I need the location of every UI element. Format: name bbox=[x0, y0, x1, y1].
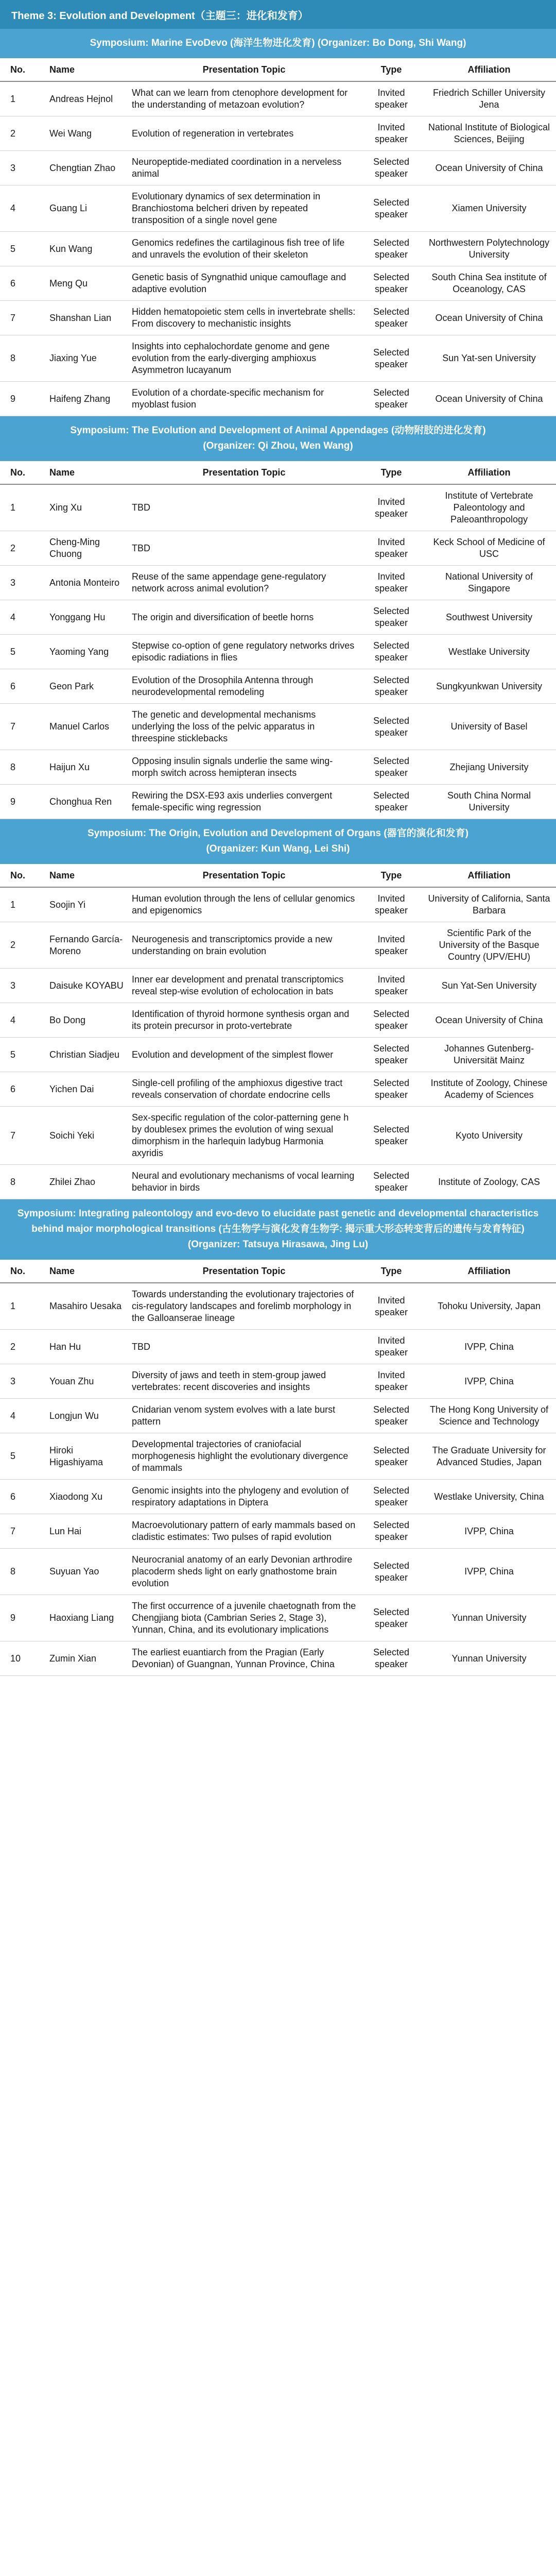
speaker-type: Selected speaker bbox=[360, 185, 422, 232]
speaker-type: Selected speaker bbox=[360, 600, 422, 635]
header-type: Type bbox=[360, 58, 422, 81]
speaker-affiliation: Zhejiang University bbox=[422, 750, 556, 785]
table-header-row bbox=[0, 461, 556, 484]
speaker-type: Invited speaker bbox=[360, 81, 422, 116]
speaker-name: Daisuke KOYABU bbox=[40, 969, 128, 1003]
speaker-table bbox=[0, 58, 556, 416]
speaker-affiliation: University of California, Santa Barbara bbox=[422, 887, 556, 922]
theme-title: Theme 3: Evolution and Development（主题三：进化和发育） bbox=[0, 0, 556, 29]
header-no: No. bbox=[0, 864, 40, 887]
symposium-title: Symposium: Integrating paleontology and evo-devo to elucidate past genetic and developmental characteristics behind major morphological transitions (古生物学与演化发育生物学: 揭示重大形态转变背后的遗传与发育特征) (Organizer: Tatsuya Hirasawa, Jing Lu) bbox=[17, 1208, 539, 1250]
presentation-topic: Evolutionary dynamics of sex determination in Branchiostoma belcheri driven by repeated transposition of a single novel gene bbox=[128, 185, 360, 232]
presentation-topic: Rewiring the DSX-E93 axis underlies convergent female-specific wing regression bbox=[128, 785, 360, 819]
speaker-type: Selected speaker bbox=[360, 1549, 422, 1595]
presentation-topic: Neurogenesis and transcriptomics provide a new understanding on brain evolution bbox=[128, 922, 360, 969]
table-row bbox=[0, 301, 556, 335]
speaker-number: 3 bbox=[0, 566, 40, 600]
presentation-topic: Macroevolutionary pattern of early mammals based on cladistic estimates: Two pulses of rapid evolution bbox=[128, 1514, 360, 1549]
speaker-number: 4 bbox=[0, 1003, 40, 1038]
speaker-type: Selected speaker bbox=[360, 785, 422, 819]
header-type: Type bbox=[360, 1260, 422, 1283]
speaker-number: 3 bbox=[0, 151, 40, 185]
symposium-section bbox=[0, 1199, 556, 1676]
speaker-type: Selected speaker bbox=[360, 382, 422, 416]
speaker-number: 5 bbox=[0, 635, 40, 669]
speaker-number: 8 bbox=[0, 1165, 40, 1199]
speaker-name: Haifeng Zhang bbox=[40, 382, 128, 416]
speaker-name: Manuel Carlos bbox=[40, 704, 128, 750]
speaker-affiliation: Sun Yat-sen University bbox=[422, 335, 556, 382]
speaker-type: Selected speaker bbox=[360, 704, 422, 750]
table-row bbox=[0, 1399, 556, 1433]
speaker-name: Shanshan Lian bbox=[40, 301, 128, 335]
speaker-type: Selected speaker bbox=[360, 151, 422, 185]
table-row bbox=[0, 1364, 556, 1399]
header-name: Name bbox=[40, 461, 128, 484]
speaker-number: 6 bbox=[0, 1072, 40, 1107]
speaker-type: Invited speaker bbox=[360, 484, 422, 531]
presentation-topic: Stepwise co-option of gene regulatory networks drives episodic radiations in flies bbox=[128, 635, 360, 669]
header-name: Name bbox=[40, 58, 128, 81]
symposium-section bbox=[0, 29, 556, 416]
speaker-affiliation: Institute of Zoology, Chinese Academy of Sciences bbox=[422, 1072, 556, 1107]
table-row bbox=[0, 669, 556, 704]
speaker-type: Selected speaker bbox=[360, 1003, 422, 1038]
speaker-affiliation: Yunnan University bbox=[422, 1595, 556, 1641]
table-header-row bbox=[0, 1260, 556, 1283]
speaker-type: Selected speaker bbox=[360, 1038, 422, 1072]
speaker-number: 7 bbox=[0, 704, 40, 750]
presentation-topic: Insights into cephalochordate genome and gene evolution from the early-diverging amphioxus Asymmetron lucayanum bbox=[128, 335, 360, 382]
presentation-topic: Genomics redefines the cartilaginous fish tree of life and unravels the evolution of their skeleton bbox=[128, 232, 360, 266]
speaker-affiliation: Ocean University of China bbox=[422, 301, 556, 335]
speaker-name: Andreas Hejnol bbox=[40, 81, 128, 116]
presentation-topic: TBD bbox=[128, 531, 360, 566]
presentation-topic: Towards understanding the evolutionary trajectories of cis-regulatory landscapes and forelimb morphology in the Galloanserae lineage bbox=[128, 1283, 360, 1330]
speaker-name: Guang Li bbox=[40, 185, 128, 232]
speaker-name: Suyuan Yao bbox=[40, 1549, 128, 1595]
presentation-topic: TBD bbox=[128, 1330, 360, 1364]
table-row bbox=[0, 185, 556, 232]
speaker-type: Invited speaker bbox=[360, 116, 422, 151]
speaker-number: 8 bbox=[0, 1549, 40, 1595]
table-header-row bbox=[0, 58, 556, 81]
speaker-affiliation: IVPP, China bbox=[422, 1514, 556, 1549]
presentation-topic: Inner ear development and prenatal transcriptomics reveal step-wise evolution of echolocation in bats bbox=[128, 969, 360, 1003]
speaker-name: Soojin Yi bbox=[40, 887, 128, 922]
speaker-affiliation: Sungkyunkwan University bbox=[422, 669, 556, 704]
speaker-number: 3 bbox=[0, 969, 40, 1003]
symposium-title: Symposium: The Evolution and Development of Animal Appendages (动物附肢的进化发育) bbox=[70, 425, 486, 436]
table-row bbox=[0, 785, 556, 819]
speaker-name: Geon Park bbox=[40, 669, 128, 704]
presentation-topic: Genetic basis of Syngnathid unique camouflage and adaptive evolution bbox=[128, 266, 360, 301]
header-topic: Presentation Topic bbox=[128, 461, 360, 484]
table-row bbox=[0, 266, 556, 301]
speaker-affiliation: The Hong Kong University of Science and Technology bbox=[422, 1399, 556, 1433]
speaker-name: Fernando García-Moreno bbox=[40, 922, 128, 969]
speaker-name: Yaoming Yang bbox=[40, 635, 128, 669]
symposium-title-bar bbox=[0, 29, 556, 58]
presentation-topic: Reuse of the same appendage gene-regulatory network across animal evolution? bbox=[128, 566, 360, 600]
speaker-type: Selected speaker bbox=[360, 232, 422, 266]
header-name: Name bbox=[40, 864, 128, 887]
speaker-number: 5 bbox=[0, 1038, 40, 1072]
speaker-type: Selected speaker bbox=[360, 266, 422, 301]
speaker-name: Yonggang Hu bbox=[40, 600, 128, 635]
speaker-number: 5 bbox=[0, 232, 40, 266]
speaker-type: Selected speaker bbox=[360, 669, 422, 704]
presentation-topic: Sex-specific regulation of the color-patterning gene h by doublesex primes the evolution of wing sexual dimorphism in the harlequin ladybug Harmonia axyridis bbox=[128, 1107, 360, 1165]
speaker-affiliation: Ocean University of China bbox=[422, 151, 556, 185]
speaker-affiliation: IVPP, China bbox=[422, 1549, 556, 1595]
speaker-affiliation: Ocean University of China bbox=[422, 382, 556, 416]
speaker-type: Selected speaker bbox=[360, 335, 422, 382]
speaker-name: Masahiro Uesaka bbox=[40, 1283, 128, 1330]
speaker-affiliation: Institute of Vertebrate Paleontology and Paleoanthropology bbox=[422, 484, 556, 531]
presentation-topic: Evolution of a chordate-specific mechanism for myoblast fusion bbox=[128, 382, 360, 416]
speaker-number: 6 bbox=[0, 266, 40, 301]
speaker-name: Jiaxing Yue bbox=[40, 335, 128, 382]
presentation-topic: Neuropeptide-mediated coordination in a nerveless animal bbox=[128, 151, 360, 185]
speaker-name: Zhilei Zhao bbox=[40, 1165, 128, 1199]
header-no: No. bbox=[0, 461, 40, 484]
speaker-type: Invited speaker bbox=[360, 922, 422, 969]
speaker-type: Selected speaker bbox=[360, 1165, 422, 1199]
table-row bbox=[0, 1072, 556, 1107]
symposium-section bbox=[0, 416, 556, 819]
speaker-affiliation: Tohoku University, Japan bbox=[422, 1283, 556, 1330]
speaker-affiliation: Scientific Park of the University of the Basque Country (UPV/EHU) bbox=[422, 922, 556, 969]
presentation-topic: Genomic insights into the phylogeny and evolution of respiratory adaptations in Diptera bbox=[128, 1480, 360, 1514]
table-row bbox=[0, 531, 556, 566]
speaker-number: 4 bbox=[0, 185, 40, 232]
speaker-type: Selected speaker bbox=[360, 1514, 422, 1549]
presentation-topic: Diversity of jaws and teeth in stem-group jawed vertebrates: recent discoveries and insights bbox=[128, 1364, 360, 1399]
speaker-affiliation: University of Basel bbox=[422, 704, 556, 750]
table-row bbox=[0, 382, 556, 416]
table-row bbox=[0, 1433, 556, 1480]
header-name: Name bbox=[40, 1260, 128, 1283]
speaker-type: Selected speaker bbox=[360, 1433, 422, 1480]
table-row bbox=[0, 635, 556, 669]
speaker-affiliation: Sun Yat-Sen University bbox=[422, 969, 556, 1003]
presentation-topic: The earliest euantiarch from the Pragian (Early Devonian) of Guangnan, Yunnan Province, China bbox=[128, 1641, 360, 1676]
speaker-type: Invited speaker bbox=[360, 887, 422, 922]
table-row bbox=[0, 1003, 556, 1038]
speaker-name: Kun Wang bbox=[40, 232, 128, 266]
speaker-name: Xing Xu bbox=[40, 484, 128, 531]
presentation-topic: Human evolution through the lens of cellular genomics and epigenomics bbox=[128, 887, 360, 922]
speaker-affiliation: Northwestern Polytechnology University bbox=[422, 232, 556, 266]
presentation-topic: What can we learn from ctenophore development for the understanding of metazoan evolution? bbox=[128, 81, 360, 116]
speaker-affiliation: Xiamen University bbox=[422, 185, 556, 232]
table-row bbox=[0, 484, 556, 531]
table-row bbox=[0, 232, 556, 266]
table-row bbox=[0, 1283, 556, 1330]
symposium-title-bar bbox=[0, 819, 556, 864]
speaker-type: Invited speaker bbox=[360, 531, 422, 566]
speaker-affiliation: South China Normal University bbox=[422, 785, 556, 819]
speaker-name: Bo Dong bbox=[40, 1003, 128, 1038]
presentation-topic: Cnidarian venom system evolves with a late burst pattern bbox=[128, 1399, 360, 1433]
speaker-type: Selected speaker bbox=[360, 301, 422, 335]
speaker-name: Christian Siadjeu bbox=[40, 1038, 128, 1072]
speaker-number: 1 bbox=[0, 1283, 40, 1330]
speaker-affiliation: Westlake University, China bbox=[422, 1480, 556, 1514]
speaker-number: 9 bbox=[0, 382, 40, 416]
speaker-name: Wei Wang bbox=[40, 116, 128, 151]
speaker-name: Chonghua Ren bbox=[40, 785, 128, 819]
speaker-type: Invited speaker bbox=[360, 969, 422, 1003]
speaker-affiliation: Yunnan University bbox=[422, 1641, 556, 1676]
speaker-number: 1 bbox=[0, 81, 40, 116]
header-type: Type bbox=[360, 864, 422, 887]
header-topic: Presentation Topic bbox=[128, 1260, 360, 1283]
speaker-number: 7 bbox=[0, 301, 40, 335]
speaker-table bbox=[0, 1260, 556, 1676]
speaker-name: Longjun Wu bbox=[40, 1399, 128, 1433]
presentation-topic: Developmental trajectories of craniofacial morphogenesis highlight the evolutionary divergence of mammals bbox=[128, 1433, 360, 1480]
speaker-name: Soichi Yeki bbox=[40, 1107, 128, 1165]
speaker-name: Han Hu bbox=[40, 1330, 128, 1364]
header-type: Type bbox=[360, 461, 422, 484]
speaker-name: Haijun Xu bbox=[40, 750, 128, 785]
speaker-type: Selected speaker bbox=[360, 1072, 422, 1107]
presentation-topic: Evolution of regeneration in vertebrates bbox=[128, 116, 360, 151]
speaker-type: Selected speaker bbox=[360, 1595, 422, 1641]
speaker-name: Chengtian Zhao bbox=[40, 151, 128, 185]
speaker-type: Selected speaker bbox=[360, 1399, 422, 1433]
symposium-title-bar bbox=[0, 416, 556, 461]
speaker-affiliation: Ocean University of China bbox=[422, 1003, 556, 1038]
symposium-title-bar bbox=[0, 1199, 556, 1260]
presentation-topic: Neurocranial anatomy of an early Devonian arthrodire placoderm sheds light on early gnathostome brain evolution bbox=[128, 1549, 360, 1595]
header-affiliation: Affiliation bbox=[422, 461, 556, 484]
speaker-affiliation: The Graduate University for Advanced Studies, Japan bbox=[422, 1433, 556, 1480]
speaker-name: Hiroki Higashiyama bbox=[40, 1433, 128, 1480]
speaker-number: 6 bbox=[0, 1480, 40, 1514]
table-row bbox=[0, 750, 556, 785]
speaker-type: Invited speaker bbox=[360, 1283, 422, 1330]
presentation-topic: The origin and diversification of beetle horns bbox=[128, 600, 360, 635]
speaker-number: 9 bbox=[0, 1595, 40, 1641]
speaker-name: Lun Hai bbox=[40, 1514, 128, 1549]
speaker-number: 8 bbox=[0, 750, 40, 785]
presentation-topic: Single-cell profiling of the amphioxus digestive tract reveals conservation of chordate endocrine cells bbox=[128, 1072, 360, 1107]
header-topic: Presentation Topic bbox=[128, 864, 360, 887]
speaker-table bbox=[0, 864, 556, 1199]
table-row bbox=[0, 566, 556, 600]
table-row bbox=[0, 922, 556, 969]
table-header-row bbox=[0, 864, 556, 887]
presentation-topic: Evolution of the Drosophila Antenna through neurodevelopmental remodeling bbox=[128, 669, 360, 704]
speaker-number: 4 bbox=[0, 600, 40, 635]
speaker-affiliation: IVPP, China bbox=[422, 1330, 556, 1364]
presentation-topic: Neural and evolutionary mechanisms of vocal learning behavior in birds bbox=[128, 1165, 360, 1199]
speaker-type: Invited speaker bbox=[360, 1330, 422, 1364]
speaker-type: Invited speaker bbox=[360, 1364, 422, 1399]
speaker-number: 4 bbox=[0, 1399, 40, 1433]
header-no: No. bbox=[0, 58, 40, 81]
speaker-affiliation: National University of Singapore bbox=[422, 566, 556, 600]
speaker-type: Invited speaker bbox=[360, 566, 422, 600]
presentation-topic: Opposing insulin signals underlie the same wing-morph switch across hemipteran insects bbox=[128, 750, 360, 785]
speaker-number: 10 bbox=[0, 1641, 40, 1676]
speaker-number: 5 bbox=[0, 1433, 40, 1480]
symposium-organizer: (Organizer: Qi Zhou, Wen Wang) bbox=[203, 440, 353, 451]
speaker-type: Selected speaker bbox=[360, 750, 422, 785]
table-row bbox=[0, 887, 556, 922]
speaker-type: Selected speaker bbox=[360, 1641, 422, 1676]
symposium-organizer: (Organizer: Kun Wang, Lei Shi) bbox=[206, 843, 350, 854]
table-row bbox=[0, 1549, 556, 1595]
table-row bbox=[0, 600, 556, 635]
speaker-type: Selected speaker bbox=[360, 1480, 422, 1514]
speaker-name: Zumin Xian bbox=[40, 1641, 128, 1676]
table-row bbox=[0, 116, 556, 151]
header-topic: Presentation Topic bbox=[128, 58, 360, 81]
speaker-name: Antonia Monteiro bbox=[40, 566, 128, 600]
table-row bbox=[0, 1641, 556, 1676]
speaker-affiliation: Keck School of Medicine of USC bbox=[422, 531, 556, 566]
speaker-number: 6 bbox=[0, 669, 40, 704]
speaker-number: 7 bbox=[0, 1107, 40, 1165]
speaker-name: Xiaodong Xu bbox=[40, 1480, 128, 1514]
speaker-affiliation: National Institute of Biological Sciences, Beijing bbox=[422, 116, 556, 151]
speaker-name: Youan Zhu bbox=[40, 1364, 128, 1399]
speaker-type: Selected speaker bbox=[360, 1107, 422, 1165]
symposium-title: Symposium: The Origin, Evolution and Development of Organs (器官的演化和发育) bbox=[88, 828, 468, 839]
speaker-affiliation: South China Sea institute of Oceanology, CAS bbox=[422, 266, 556, 301]
speaker-affiliation: IVPP, China bbox=[422, 1364, 556, 1399]
table-row bbox=[0, 151, 556, 185]
speaker-name: Yichen Dai bbox=[40, 1072, 128, 1107]
presentation-topic: TBD bbox=[128, 484, 360, 531]
speaker-number: 7 bbox=[0, 1514, 40, 1549]
table-row bbox=[0, 1480, 556, 1514]
speaker-number: 9 bbox=[0, 785, 40, 819]
speaker-table bbox=[0, 461, 556, 819]
table-row bbox=[0, 1107, 556, 1165]
table-row bbox=[0, 1514, 556, 1549]
header-affiliation: Affiliation bbox=[422, 58, 556, 81]
speaker-number: 3 bbox=[0, 1364, 40, 1399]
speaker-number: 8 bbox=[0, 335, 40, 382]
presentation-topic: The genetic and developmental mechanisms underlying the loss of the pelvic apparatus in threespine sticklebacks bbox=[128, 704, 360, 750]
table-row bbox=[0, 1595, 556, 1641]
speaker-affiliation: Kyoto University bbox=[422, 1107, 556, 1165]
header-affiliation: Affiliation bbox=[422, 864, 556, 887]
table-row bbox=[0, 81, 556, 116]
speaker-affiliation: Southwest University bbox=[422, 600, 556, 635]
speaker-affiliation: Westlake University bbox=[422, 635, 556, 669]
speaker-number: 2 bbox=[0, 116, 40, 151]
table-row bbox=[0, 1038, 556, 1072]
presentation-topic: Hidden hematopoietic stem cells in invertebrate shells: From discovery to mechanistic insights bbox=[128, 301, 360, 335]
speaker-number: 2 bbox=[0, 1330, 40, 1364]
speaker-name: Cheng-Ming Chuong bbox=[40, 531, 128, 566]
speaker-affiliation: Johannes Gutenberg-Universität Mainz bbox=[422, 1038, 556, 1072]
speaker-name: Meng Qu bbox=[40, 266, 128, 301]
symposium-section bbox=[0, 819, 556, 1199]
speaker-affiliation: Institute of Zoology, CAS bbox=[422, 1165, 556, 1199]
table-row bbox=[0, 1165, 556, 1199]
speaker-number: 1 bbox=[0, 887, 40, 922]
speaker-type: Selected speaker bbox=[360, 635, 422, 669]
speaker-number: 1 bbox=[0, 484, 40, 531]
symposium-title: Symposium: Marine EvoDevo (海洋生物进化发育) (Organizer: Bo Dong, Shi Wang) bbox=[90, 38, 466, 48]
table-row bbox=[0, 1330, 556, 1364]
table-row bbox=[0, 969, 556, 1003]
speaker-number: 2 bbox=[0, 531, 40, 566]
header-no: No. bbox=[0, 1260, 40, 1283]
presentation-topic: Evolution and development of the simplest flower bbox=[128, 1038, 360, 1072]
presentation-topic: The first occurrence of a juvenile chaetognath from the Chengjiang biota (Cambrian Series 2, Stage 3), Yunnan, China, and its evolutionary implications bbox=[128, 1595, 360, 1641]
table-row bbox=[0, 335, 556, 382]
speaker-number: 2 bbox=[0, 922, 40, 969]
speaker-affiliation: Friedrich Schiller University Jena bbox=[422, 81, 556, 116]
header-affiliation: Affiliation bbox=[422, 1260, 556, 1283]
presentation-topic: Identification of thyroid hormone synthesis organ and its protein precursor in proto-vertebrate bbox=[128, 1003, 360, 1038]
table-row bbox=[0, 704, 556, 750]
speaker-name: Haoxiang Liang bbox=[40, 1595, 128, 1641]
